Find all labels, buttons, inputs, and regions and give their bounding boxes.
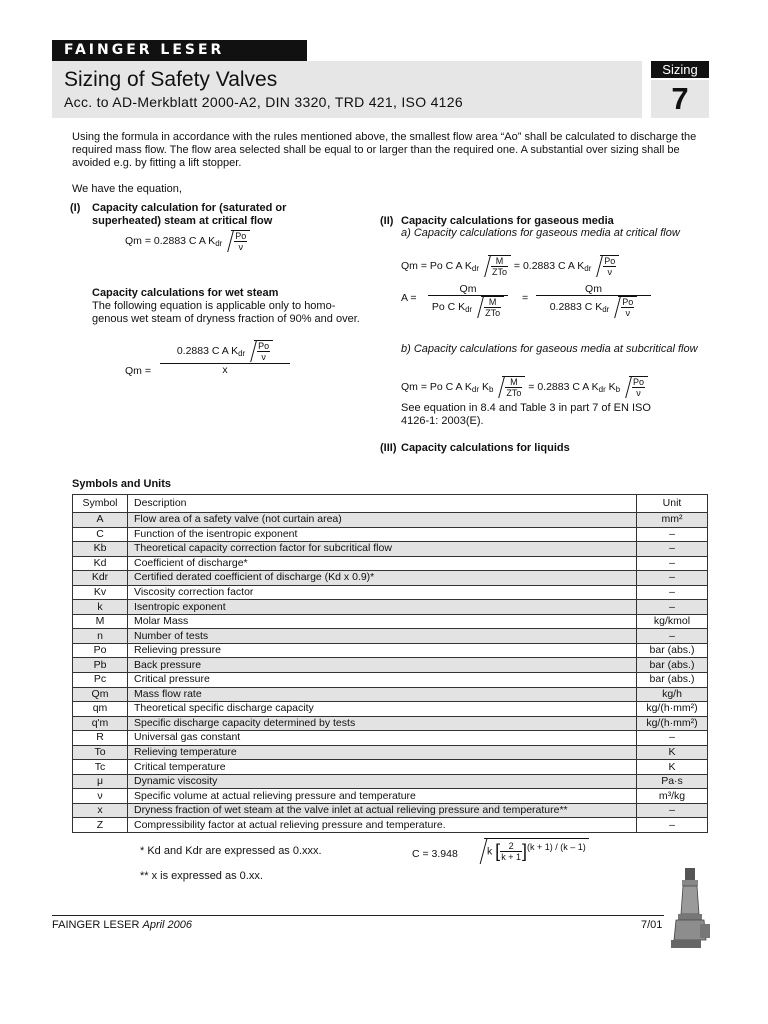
description-cell: Universal gas constant	[128, 731, 637, 746]
column-header-symbol: Symbol	[73, 495, 128, 513]
unit-cell: –	[637, 542, 708, 557]
gas-subcritical-formula: Qm = Po C A $K_{dr}$ $K_b$ $\frac{M}{\text{ZTo}}$ = 0.2883 C A $K_{dr}$ $K_b$ $\frac{Po}{\nu}$	[401, 376, 648, 398]
description-cell: Number of tests	[128, 629, 637, 644]
symbols-table	[72, 494, 708, 833]
symbol-cell: Kdr	[73, 571, 128, 586]
table-row	[73, 643, 708, 658]
unit-cell: kg/(h·mm²)	[637, 716, 708, 731]
table-row	[73, 774, 708, 789]
table-row	[73, 789, 708, 804]
table-row	[73, 702, 708, 717]
section-3-number: (III)	[380, 442, 397, 454]
symbol-cell: Pc	[73, 673, 128, 688]
table-row	[73, 542, 708, 557]
unit-cell: kg/h	[637, 687, 708, 702]
symbol-cell: qm	[73, 702, 128, 717]
table-row	[73, 600, 708, 615]
table-body	[73, 513, 708, 833]
table-row	[73, 571, 708, 586]
description-cell: Theoretical capacity correction factor for subcritical flow	[128, 542, 637, 557]
table-row	[73, 745, 708, 760]
description-cell: Molar Mass	[128, 614, 637, 629]
wet-steam-text: The following equation is applicable only to homo-genous wet steam of dryness fraction of 90% and over.	[92, 300, 360, 325]
unit-cell: –	[637, 600, 708, 615]
description-cell: Critical temperature	[128, 760, 637, 775]
unit-cell: –	[637, 571, 708, 586]
footer-brand: FAINGER LESER April 2006	[52, 919, 193, 931]
unit-cell: –	[637, 556, 708, 571]
area-formula-1: Qm Po C $K_{dr}$ $\frac{M}{\text{ZTo}}$	[428, 283, 508, 318]
table-row	[73, 687, 708, 702]
symbol-cell: To	[73, 745, 128, 760]
table-row	[73, 513, 708, 528]
unit-cell: bar (abs.)	[637, 673, 708, 688]
area-lhs: A =	[401, 292, 417, 304]
table-row	[73, 673, 708, 688]
symbol-cell: μ	[73, 774, 128, 789]
symbol-cell: Kd	[73, 556, 128, 571]
symbol-cell: k	[73, 600, 128, 615]
unit-cell: bar (abs.)	[637, 658, 708, 673]
footnote-kd: * Kd and Kdr are expressed as 0.xxx.	[140, 845, 322, 857]
table-row	[73, 658, 708, 673]
wet-steam-heading: Capacity calculations for wet steam	[92, 287, 279, 299]
unit-cell: –	[637, 803, 708, 818]
section-2-number: (II)	[380, 215, 394, 227]
description-cell: Relieving temperature	[128, 745, 637, 760]
equation-intro: We have the equation,	[72, 183, 182, 195]
unit-cell: mm²	[637, 513, 708, 528]
description-cell: Certified derated coefficient of discharge (Kd x 0.9)*	[128, 571, 637, 586]
c-formula-lhs: C = 3.948	[412, 848, 458, 860]
description-cell: Specific volume at actual relieving pressure and temperature	[128, 789, 637, 804]
description-cell: Coefficient of discharge*	[128, 556, 637, 571]
symbol-cell: Tc	[73, 760, 128, 775]
table-row	[73, 731, 708, 746]
symbols-title: Symbols and Units	[72, 478, 172, 490]
unit-cell: –	[637, 585, 708, 600]
description-cell: Flow area of a safety valve (not curtain area)	[128, 513, 637, 528]
symbol-cell: R	[73, 731, 128, 746]
unit-cell: kg/(h·mm²)	[637, 702, 708, 717]
symbol-cell: Kb	[73, 542, 128, 557]
description-cell: Critical pressure	[128, 673, 637, 688]
symbol-cell: Pb	[73, 658, 128, 673]
column-header-description: Description	[128, 495, 637, 513]
section-1-number: (I)	[70, 202, 81, 214]
intro-paragraph: Using the formula in accordance with the rules mentioned above, the smallest flow area “Ao” shall be calculated to discharge the required mass flow. The flow area selected shall be equal to or larger than the required one. A substantial over sizing shall be avoided e.g. by fitting a lift stopper.	[72, 131, 697, 169]
gas-critical-subheading: a) Capacity calculations for gaseous media at critical flow	[401, 227, 680, 239]
section-1-heading: Capacity calculation for (saturated or superheated) steam at critical flow	[92, 202, 287, 227]
unit-cell: –	[637, 818, 708, 833]
description-cell: Mass flow rate	[128, 687, 637, 702]
symbol-cell: ν	[73, 789, 128, 804]
section-3-heading: Capacity calculations for liquids	[401, 442, 570, 454]
table-row	[73, 760, 708, 775]
description-cell: Viscosity correction factor	[128, 585, 637, 600]
table-row	[73, 716, 708, 731]
gas-critical-formula: Qm = Po C A $K_{dr}$ $\frac{M}{\text{ZTo}}$ = 0.2883 C A $K_{dr}$ $\frac{Po}{\nu}$	[401, 255, 619, 277]
symbol-cell: n	[73, 629, 128, 644]
table-header-row	[73, 495, 708, 513]
description-cell: Dryness fraction of wet steam at the valve inlet at actual relieving pressure and temperature**	[128, 803, 637, 818]
symbol-cell: Kv	[73, 585, 128, 600]
unit-cell: –	[637, 527, 708, 542]
description-cell: Function of the isentropic exponent	[128, 527, 637, 542]
page-number: 7/01	[641, 919, 663, 931]
symbol-cell: A	[73, 513, 128, 528]
unit-cell: bar (abs.)	[637, 643, 708, 658]
unit-cell: K	[637, 745, 708, 760]
gas-subcritical-subheading: b) Capacity calculations for gaseous media at subcritical flow	[401, 343, 698, 355]
unit-cell: Pa·s	[637, 774, 708, 789]
table-row	[73, 818, 708, 833]
page-title: Sizing of Safety Valves	[64, 68, 278, 91]
steam-formula: Qm = 0.2883 C A $K_{dr}$ $\frac{Po}{\nu}$	[125, 230, 250, 252]
table-row	[73, 614, 708, 629]
description-cell: Back pressure	[128, 658, 637, 673]
page-subtitle: Acc. to AD-Merkblatt 2000-A2, DIN 3320, TRD 421, ISO 4126	[64, 94, 463, 110]
wet-steam-formula: 0.2883 C A $K_{dr}$ $\frac{Po}{\nu}$ x	[160, 340, 290, 376]
table-row	[73, 803, 708, 818]
symbol-cell: Z	[73, 818, 128, 833]
safety-valve-illustration	[668, 866, 712, 956]
description-cell: Theoretical specific discharge capacity	[128, 702, 637, 717]
brand-logo: FAINGER LESER	[52, 40, 307, 61]
description-cell: Specific discharge capacity determined by tests	[128, 716, 637, 731]
wet-steam-lhs: Qm =	[125, 365, 151, 377]
table-row	[73, 556, 708, 571]
section-2-heading: Capacity calculations for gaseous media	[401, 215, 614, 227]
c-formula: k [ $\frac{2}{k + 1}$ ]$^{(k + 1) / (k - 1)}$	[478, 838, 589, 864]
description-cell: Relieving pressure	[128, 643, 637, 658]
table-row	[73, 585, 708, 600]
symbol-cell: C	[73, 527, 128, 542]
table-row	[73, 527, 708, 542]
table-row	[73, 629, 708, 644]
description-cell: Compressibility factor at actual relieving pressure and temperature.	[128, 818, 637, 833]
unit-cell: kg/kmol	[637, 614, 708, 629]
unit-cell: –	[637, 629, 708, 644]
footnote-x: ** x is expressed as 0.xx.	[140, 870, 263, 882]
unit-cell: m³/kg	[637, 789, 708, 804]
symbol-cell: Po	[73, 643, 128, 658]
footer-divider	[52, 915, 664, 916]
iso-reference-note: See equation in 8.4 and Table 3 in part 7 of EN ISO 4126-1: 2003(E).	[401, 402, 651, 427]
unit-cell: –	[637, 731, 708, 746]
section-number: 7	[651, 80, 709, 118]
description-cell: Isentropic exponent	[128, 600, 637, 615]
symbol-cell: Qm	[73, 687, 128, 702]
symbol-cell: x	[73, 803, 128, 818]
symbol-cell: q'm	[73, 716, 128, 731]
area-equals: =	[522, 292, 529, 304]
section-label: Sizing	[651, 61, 709, 78]
column-header-unit: Unit	[637, 495, 708, 513]
description-cell: Dynamic viscosity	[128, 774, 637, 789]
unit-cell: K	[637, 760, 708, 775]
symbol-cell: M	[73, 614, 128, 629]
area-formula-2: Qm 0.2883 C $K_{dr}$ $\frac{Po}{\nu}$	[536, 283, 651, 318]
